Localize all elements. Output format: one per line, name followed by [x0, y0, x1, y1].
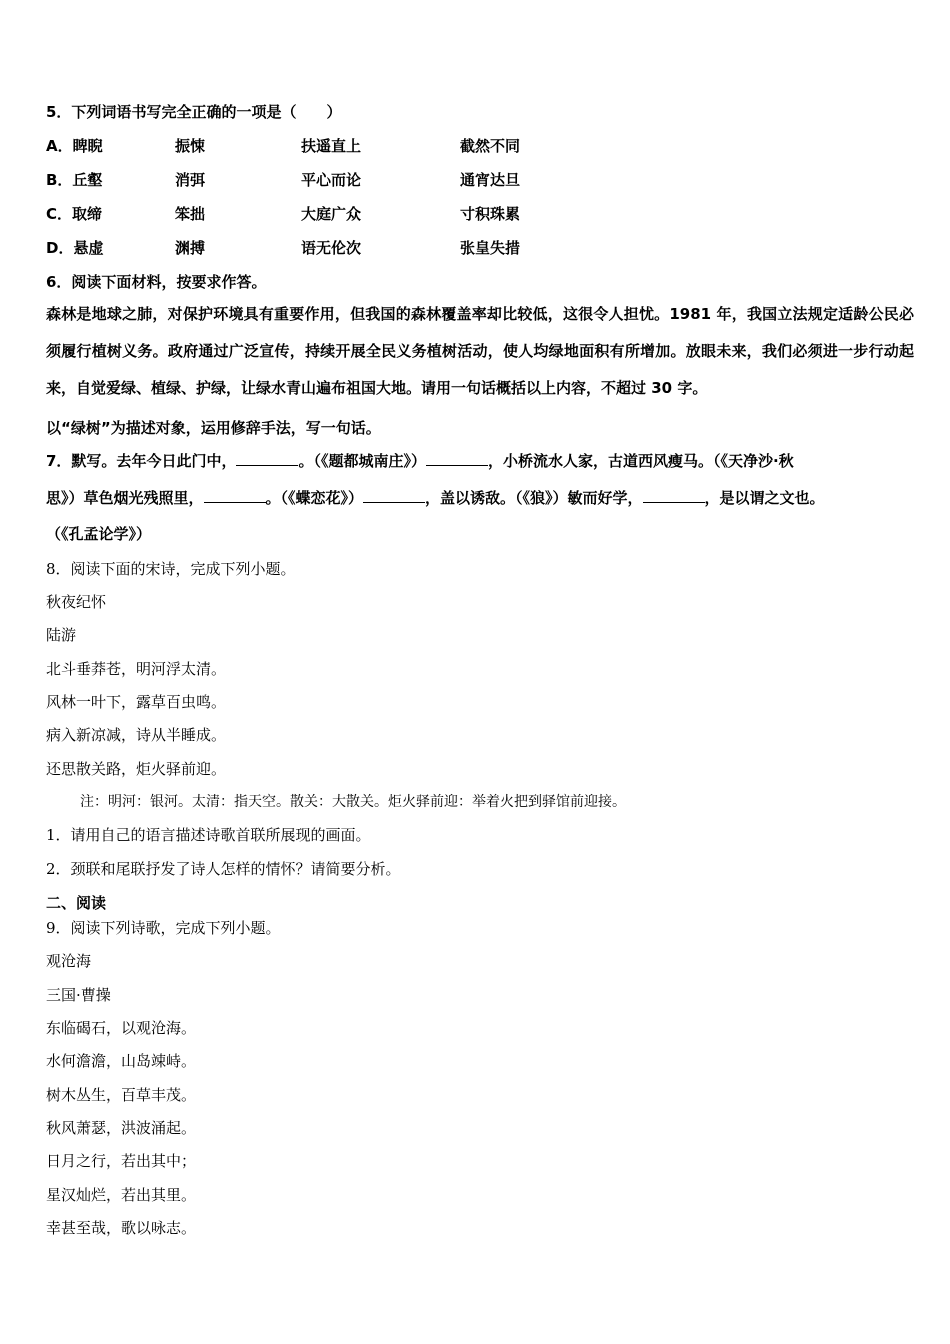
q8-note: 注：明河：银河。太清：指天空。散关：大散关。炬火驿前迎：举着火把到驿馆前迎接。	[80, 794, 626, 810]
q5-option-c-label: C．取缔	[46, 205, 103, 223]
q7-blank-4[interactable]	[363, 488, 425, 503]
q7-text-6: ，盖以诱敌。（《狼》）敏而好学，	[425, 489, 643, 507]
q6-material: 森林是地球之肺，对保护环境具有重要作用，但我国的森林覆盖率却比较低，这很令人担忧。1981 年，我国立法规定适龄公民必须履行植树义务。政府通过广泛宣传，持续开展全民义务植树活动，使人均绿地面积有所增加。放眼未来，我们必须进一步行动起来，自觉爱绿、植绿、护绿，让绿水青山遍布祖国大地。请用一句话概括以上内容，不超过 30 字。	[46, 305, 914, 397]
q9-poem-line-7: 幸甚至哉，歌以咏志。	[46, 1219, 197, 1237]
q8-poem-line-4: 还思散关路，炬火驿前迎。	[46, 760, 227, 778]
q5-option-b-word4: 通宵达旦	[460, 171, 521, 189]
q8-poem-title: 秋夜纪怀	[46, 593, 107, 611]
q9-poem-line-4: 秋风萧瑟，洪波涌起。	[46, 1119, 197, 1137]
q7-text-4: 思》）草色烟光残照里，	[46, 489, 204, 507]
q5-option-a-label: A．睥睨	[46, 137, 103, 155]
q7-line-3: （《孔孟论学》）	[46, 525, 152, 543]
q5-option-b	[46, 170, 906, 190]
q5-option-d	[46, 238, 906, 258]
q6-task: 以“绿树”为描述对象，运用修辞手法，写一句话。	[46, 419, 381, 437]
q7-text-7: ，是以谓之文也。	[704, 489, 825, 507]
q5-option-a-word3: 扶遥直上	[301, 137, 362, 155]
q7-blank-2[interactable]	[426, 451, 488, 466]
q7-line-1	[46, 451, 794, 471]
q9-poem-line-6: 星汉灿烂，若出其里。	[46, 1186, 197, 1204]
q7-blank-5[interactable]	[643, 488, 705, 503]
q5-option-b-word3: 平心而论	[301, 171, 362, 189]
q8-stem: 8．阅读下面的宋诗，完成下列小题。	[46, 560, 296, 578]
q5-option-d-word3: 语无伦次	[301, 239, 362, 257]
q5-option-d-word4: 张皇失措	[460, 239, 521, 257]
q9-poem-author: 三国·曹操	[46, 986, 111, 1004]
q7-text-3: ，小桥流水人家，古道西风瘦马。（《天净沙·秋	[487, 452, 794, 470]
q6-stem: 6．阅读下面材料，按要求作答。	[46, 273, 267, 291]
q9-poem-line-2: 水何澹澹，山岛竦峙。	[46, 1052, 197, 1070]
q8-sub-question-2: 2．颈联和尾联抒发了诗人怎样的情怀？请简要分析。	[46, 860, 401, 878]
q5-option-d-label: D．悬虚	[46, 239, 104, 257]
q9-poem-title: 观沧海	[46, 952, 92, 970]
q9-stem: 9．阅读下列诗歌，完成下列小题。	[46, 919, 281, 937]
q9-poem-line-1: 东临碣石，以观沧海。	[46, 1019, 197, 1037]
q5-option-a-word4: 截然不同	[460, 137, 521, 155]
q5-option-d-word2: 渊搏	[175, 239, 206, 257]
q5-option-c-word4: 寸积珠累	[460, 205, 521, 223]
q5-option-b-label: B．丘壑	[46, 171, 103, 189]
q5-option-c-word2: 笨拙	[175, 205, 206, 223]
q8-sub-question-1: 1．请用自己的语言描述诗歌首联所展现的画面。	[46, 826, 371, 844]
q8-poem-line-3: 病入新凉减，诗从半睡成。	[46, 726, 227, 744]
q5-option-a-word2: 振悚	[175, 137, 206, 155]
q7-line-2	[46, 488, 825, 508]
section-heading: 二、阅读	[46, 894, 107, 912]
q7-blank-1[interactable]	[236, 451, 298, 466]
q8-poem-author: 陆游	[46, 626, 77, 644]
q5-option-a	[46, 136, 906, 156]
q7-blank-3[interactable]	[204, 488, 266, 503]
q9-poem-line-5: 日月之行，若出其中；	[46, 1152, 197, 1170]
q8-poem-line-1: 北斗垂莽苍，明河浮太清。	[46, 660, 227, 678]
q7-text-2: 。（《题都城南庄》）	[298, 452, 426, 470]
q9-poem-line-3: 树木丛生，百草丰茂。	[46, 1086, 197, 1104]
q5-option-c-word3: 大庭广众	[301, 205, 362, 223]
q5-stem: 5．下列词语书写完全正确的一项是（ ）	[46, 103, 342, 121]
q8-poem-line-2: 风林一叶下，露草百虫鸣。	[46, 693, 227, 711]
q5-option-c	[46, 204, 906, 224]
q7-text-5: 。（《蝶恋花》）	[265, 489, 364, 507]
q7-text-1: 7．默写。去年今日此门中，	[46, 452, 237, 470]
q5-option-b-word2: 消弭	[175, 171, 206, 189]
